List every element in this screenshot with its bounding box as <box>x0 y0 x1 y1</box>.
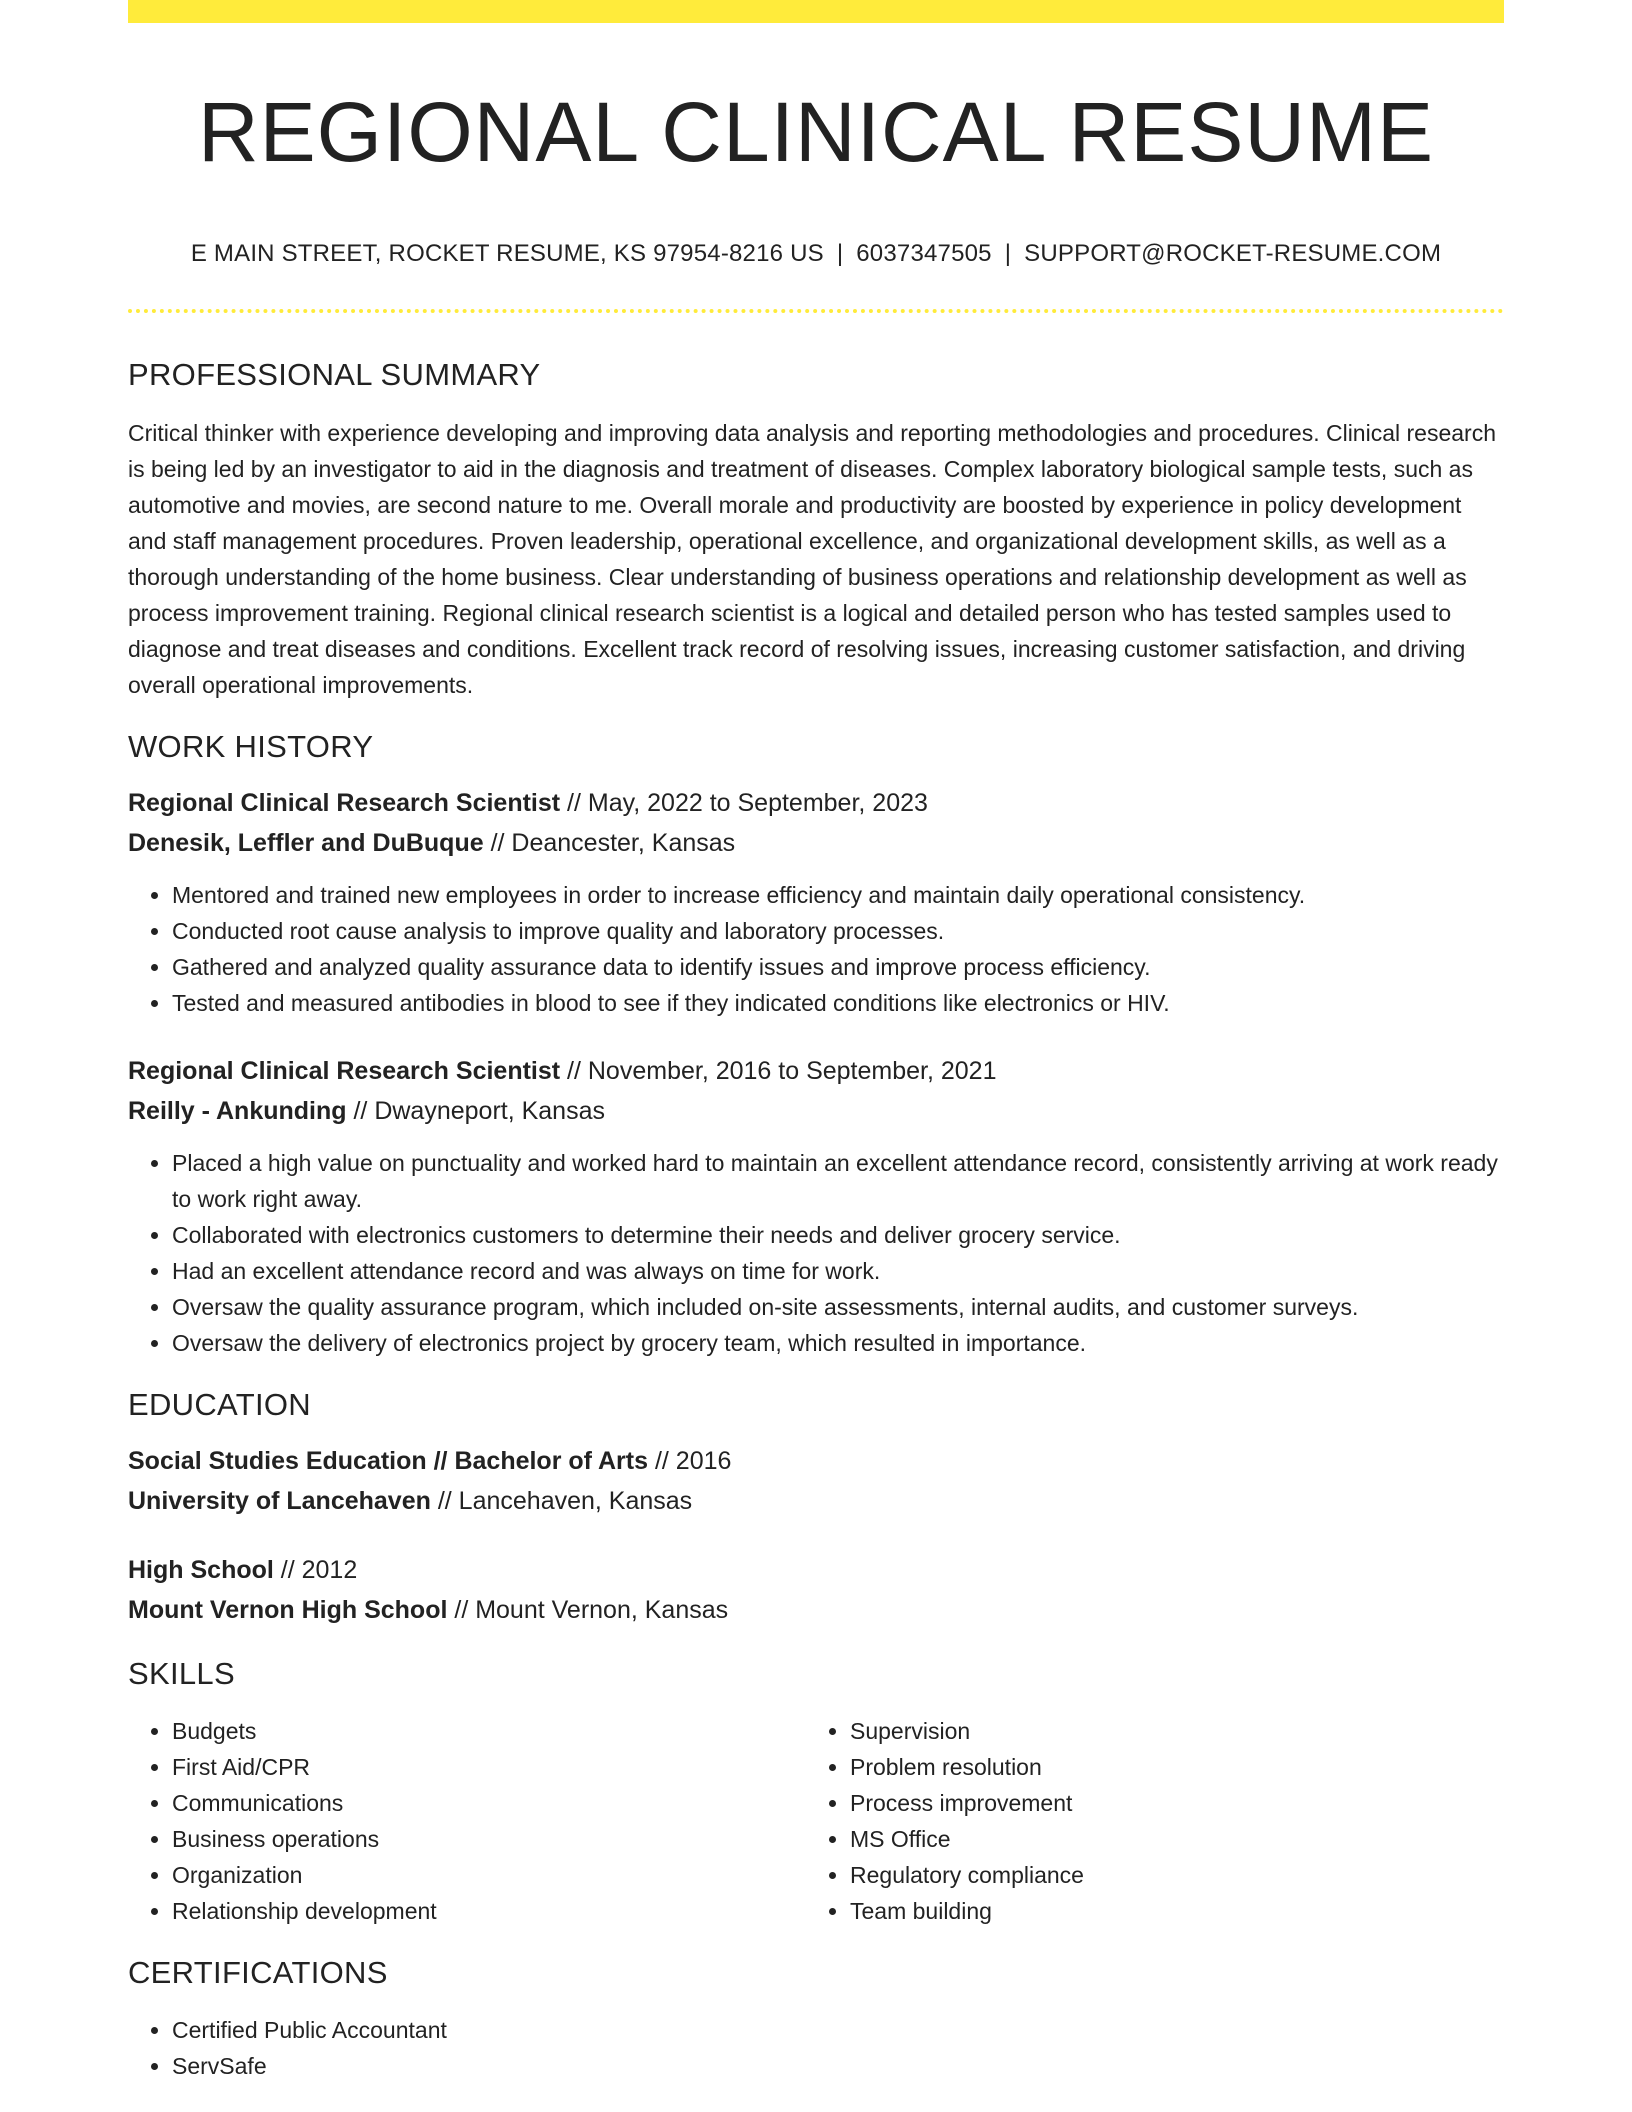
education-school-line <box>128 1590 1504 1630</box>
education-entry <box>128 1550 1504 1630</box>
job-location: // Deancester, Kansas <box>483 828 736 857</box>
contact-line <box>128 240 1504 268</box>
list-item: • Tested and measured antibodies in blood to see if they indicated conditions like electronics or HIV. <box>172 985 1504 1021</box>
skills-heading: SKILLS <box>128 1655 235 1691</box>
education-school-line <box>128 1481 1504 1521</box>
accent-top-bar <box>128 0 1504 23</box>
job-bullets <box>128 1145 1504 1361</box>
job-bullets <box>128 877 1504 1021</box>
job-company: Denesik, Leffler and DuBuque <box>128 828 484 857</box>
skill-item: • Relationship development <box>172 1893 806 1929</box>
education-degree: High School <box>128 1555 274 1584</box>
list-item: • Mentored and trained new employees in order to increase efficiency and maintain daily operational consistency. <box>172 877 1504 913</box>
skill-item: • Regulatory compliance <box>850 1857 1504 1893</box>
list-item: • Gathered and analyzed quality assurance data to identify issues and improve process efficiency. <box>172 949 1504 985</box>
contact-separator: | <box>836 240 844 268</box>
skill-item: • Budgets <box>172 1713 806 1749</box>
resume-title: REGIONAL CLINICAL RESUME <box>197 85 1435 179</box>
contact-email[interactable]: SUPPORT@ROCKET-RESUME.COM <box>1024 240 1442 268</box>
job-title-line <box>128 783 1504 823</box>
summary-heading: PROFESSIONAL SUMMARY <box>128 357 541 393</box>
list-item: • Placed a high value on punctuality and worked hard to maintain an excellent attendance record, consistently arriving at work ready to work right away. <box>172 1145 1504 1217</box>
list-item: • Oversaw the quality assurance program, which included on-site assessments, internal audits, and customer surveys. <box>172 1289 1504 1325</box>
job-title: Regional Clinical Research Scientist <box>128 788 561 817</box>
header-divider <box>128 309 1504 313</box>
skill-item: • Business operations <box>172 1821 806 1857</box>
contact-phone[interactable]: 6037347505 <box>856 240 992 268</box>
skill-item: • Supervision <box>850 1713 1504 1749</box>
education-location: // Mount Vernon, Kansas <box>447 1595 729 1624</box>
education-heading: EDUCATION <box>128 1386 311 1422</box>
job-entry <box>128 1051 1504 1361</box>
certification-item: • Certified Public Accountant <box>172 2012 1504 2048</box>
education-year: // 2016 <box>648 1446 732 1475</box>
skill-item: • Problem resolution <box>850 1749 1504 1785</box>
certification-item: • ServSafe <box>172 2048 1504 2084</box>
education-degree-line <box>128 1550 1504 1590</box>
education-location: // Lancehaven, Kansas <box>430 1486 693 1515</box>
skill-item: • Process improvement <box>850 1785 1504 1821</box>
skill-item: • MS Office <box>850 1821 1504 1857</box>
certifications-heading: CERTIFICATIONS <box>128 1955 388 1991</box>
resume-page <box>128 0 1504 2084</box>
job-company: Reilly - Ankunding <box>128 1096 347 1125</box>
skill-item: • Communications <box>172 1785 806 1821</box>
certifications-list <box>128 2012 1504 2084</box>
list-item: • Oversaw the delivery of electronics project by grocery team, which resulted in importance. <box>172 1325 1504 1361</box>
skills-column-right <box>806 1713 1504 1929</box>
contact-address: E MAIN STREET, ROCKET RESUME, KS 97954-8216 US <box>190 240 824 268</box>
education-entry <box>128 1441 1504 1521</box>
skills-list <box>128 1713 1504 1929</box>
job-company-line <box>128 823 1504 863</box>
list-item: • Conducted root cause analysis to improve quality and laboratory processes. <box>172 913 1504 949</box>
list-item: • Had an excellent attendance record and was always on time for work. <box>172 1253 1504 1289</box>
skill-item: • First Aid/CPR <box>172 1749 806 1785</box>
education-school: University of Lancehaven <box>128 1486 431 1515</box>
skill-item: • Organization <box>172 1857 806 1893</box>
skill-item: • Team building <box>850 1893 1504 1929</box>
summary-text: Critical thinker with experience developing and improving data analysis and reporting methodologies and procedures. Clinical research is being led by an investigator to aid in the diagnosis and treatment of diseases. Complex laboratory biological sample tests, such as automotive and movies, are second nature to me. Overall morale and productivity are boosted by experience in policy development and staff management procedures. Proven leadership, operational excellence, and organizational development skills, as well as a thorough understanding of the home business. Clear understanding of business operations and relationship development as well as process improvement training. Regional clinical research scientist is a logical and detailed person who has tested samples used to diagnose and treat diseases and conditions. Excellent track record of resolving issues, increasing customer satisfaction, and driving overall operational improvements. <box>128 419 1496 698</box>
job-location: // Dwayneport, Kansas <box>346 1096 605 1125</box>
job-title-line <box>128 1051 1504 1091</box>
list-item: • Collaborated with electronics customers to determine their needs and deliver grocery service. <box>172 1217 1504 1253</box>
job-dates: // May, 2022 to September, 2023 <box>560 788 928 817</box>
education-year: // 2012 <box>273 1555 358 1584</box>
education-degree: Social Studies Education // Bachelor of Arts <box>128 1446 649 1475</box>
job-company-line <box>128 1091 1504 1131</box>
job-title: Regional Clinical Research Scientist <box>128 1056 561 1085</box>
job-dates: // November, 2016 to September, 2021 <box>560 1056 997 1085</box>
work-history-heading: WORK HISTORY <box>128 728 374 764</box>
job-entry <box>128 783 1504 1021</box>
education-school: Mount Vernon High School <box>128 1595 448 1624</box>
education-degree-line <box>128 1441 1504 1481</box>
contact-separator: | <box>1004 240 1012 268</box>
skills-column-left <box>128 1713 806 1929</box>
